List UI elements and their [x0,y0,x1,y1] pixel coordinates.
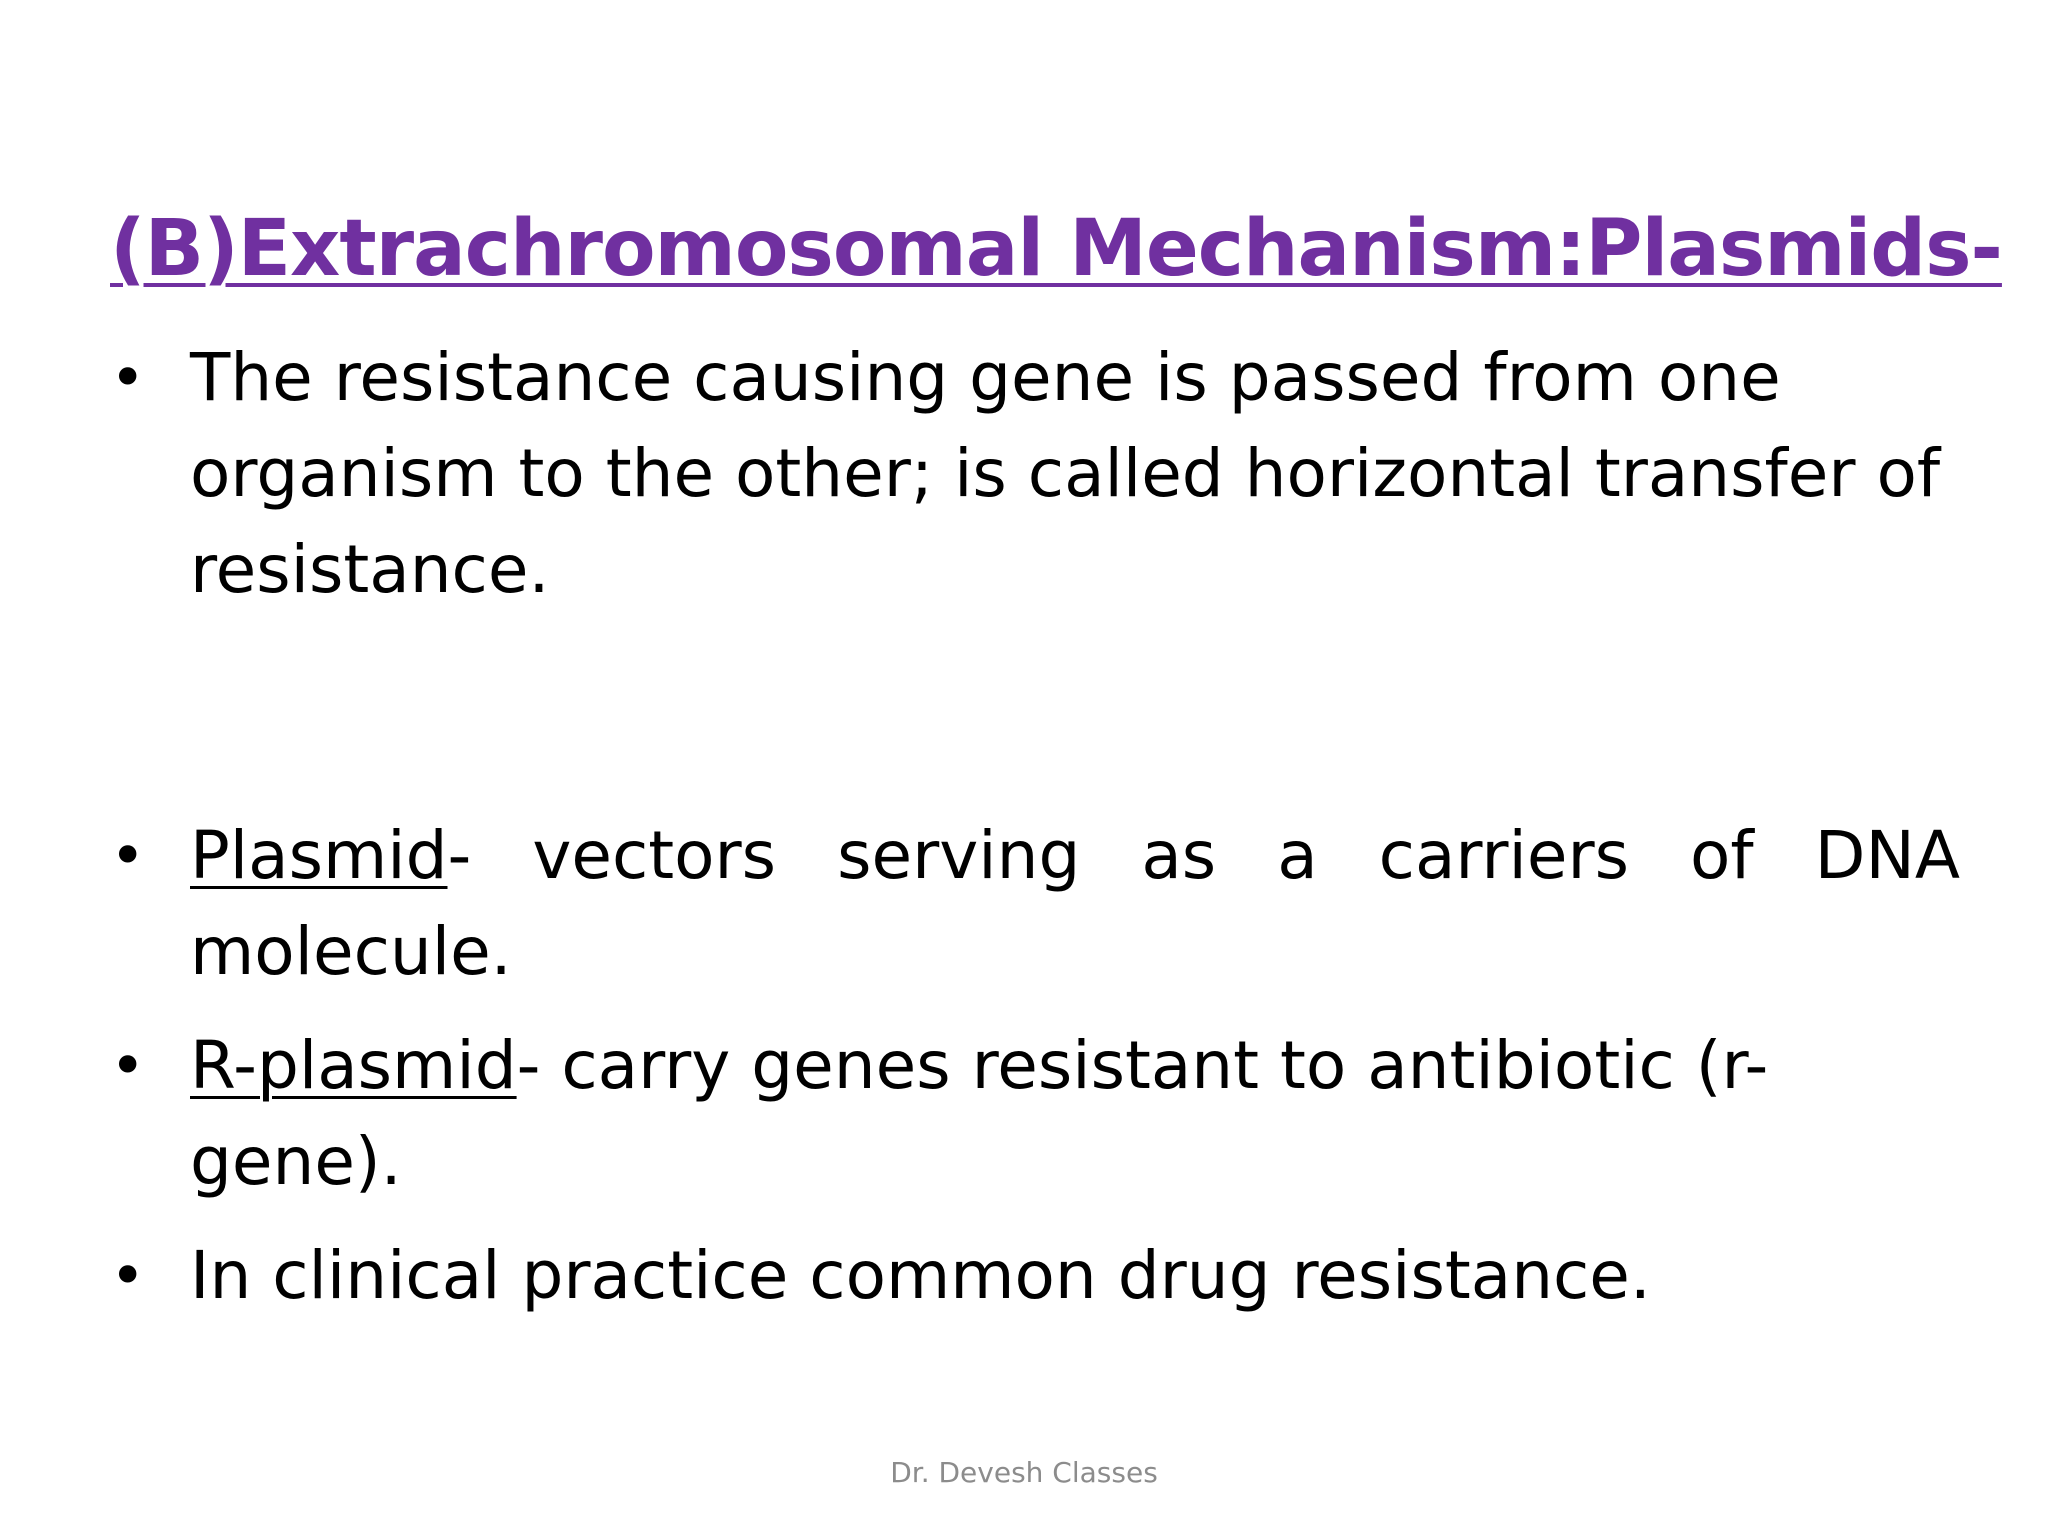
bullet-text: - carry genes resistant to antibiotic (r-gene). [190,1027,1769,1200]
bullet-marker: • [110,1241,146,1311]
bullet-item-plasmid [110,808,1960,1000]
bullet-item-horizontal-transfer [110,330,1960,618]
bullet-item-clinical-practice [110,1228,1960,1324]
term-r-plasmid: R-plasmid [190,1027,517,1104]
bullet-marker: • [110,1031,146,1101]
bullet-marker: • [110,343,146,413]
term-plasmid: Plasmid [190,817,448,894]
footer-credit: Dr. Devesh Classes [890,1456,1158,1489]
bullet-marker: • [110,821,146,891]
bullet-text: In clinical practice common drug resistance. [190,1237,1651,1314]
bullet-text: - vectors serving as a carriers of DNA molecule. [190,817,1960,990]
bullet-list [110,330,1960,1324]
slide-title: (B)Extrachromosomal Mechanism:Plasmids- [110,204,2002,294]
bullet-item-r-plasmid [110,1018,1960,1210]
bullet-text: The resistance causing gene is passed from one organism to the other; is called horizontal transfer of resistance. [190,339,1941,608]
